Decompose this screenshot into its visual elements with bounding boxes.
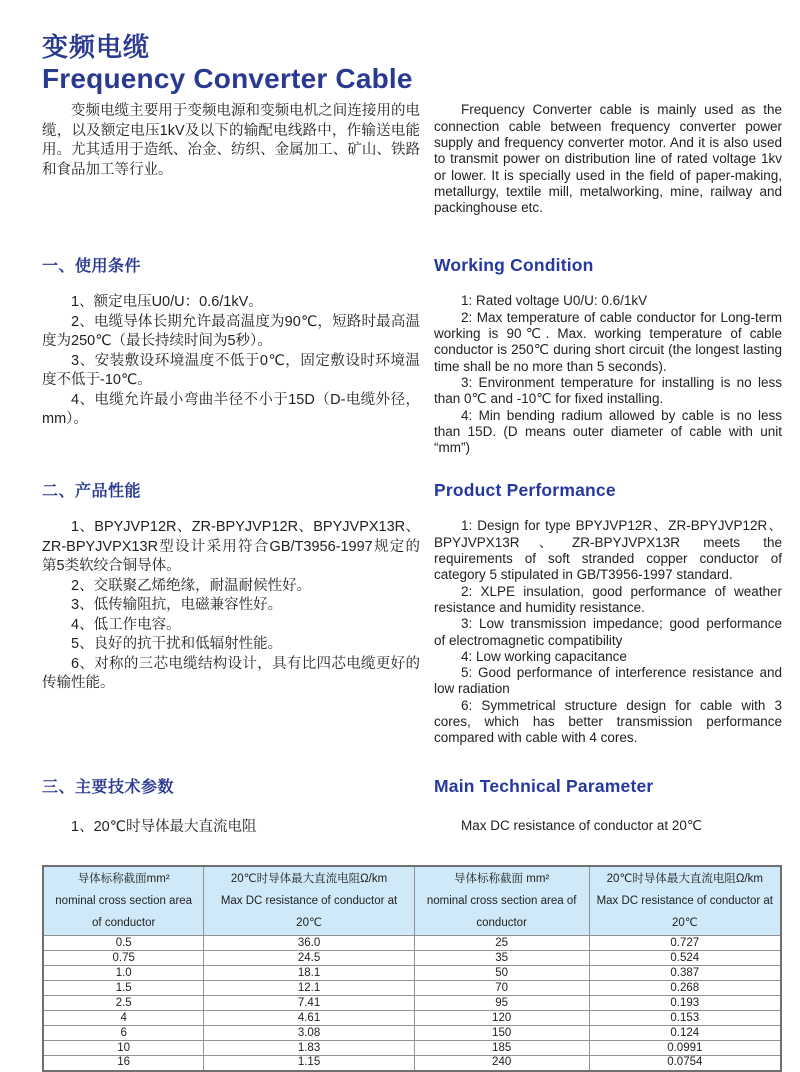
technical-sub-zh-wrap (42, 818, 420, 838)
table-cell: 12.1 (204, 981, 414, 996)
technical-parameter-subtitles (42, 818, 782, 838)
table-header-row (43, 866, 781, 936)
header-zh: 导体标称截面mm² (77, 873, 170, 886)
table-cell: 7.41 (204, 996, 414, 1011)
list-item-en: 1: Design for type BPYJVP12R、ZR-BPYJVP12R、BPYJVPX13R、ZR-BPYJVPX13R meets the requirements of soft stranded copper conductor of category 5 stipulated in GB/T3956-1997 standard. (434, 518, 782, 583)
section-heading-en: Product Performance (434, 480, 616, 501)
list-item-zh: 5、良好的抗干扰和低辐射性能。 (71, 636, 283, 653)
section-working-condition-body (42, 293, 782, 456)
intro-zh-column (42, 102, 420, 216)
intro-section (42, 102, 782, 216)
list-item-en: 1: Rated voltage U0/U: 0.6/1kV (461, 293, 648, 309)
list-item-en: 6: Symmetrical structure design for cable with 3 cores, which has better transmission performance compared with cable with 4 cores. (434, 697, 782, 746)
header-zh: 20℃时导体最大直流电阻Ω/km (606, 873, 763, 886)
table-cell: 95 (414, 996, 589, 1011)
table-cell: 1.15 (204, 1056, 414, 1071)
table-cell: 0.0991 (589, 1041, 781, 1056)
table-header-cell (414, 866, 589, 936)
table-cell: 1.5 (43, 981, 204, 996)
header-en: Max DC resistance of conductor at 20℃ (596, 895, 773, 930)
list-item-zh: 1、额定电压U0/U：0.6/1kV。 (71, 294, 263, 311)
table-cell: 0.0754 (589, 1056, 781, 1071)
technical-sub-en: Max DC resistance of conductor at 20℃ (461, 817, 703, 833)
title-block (42, 33, 782, 94)
section-product-performance-headings (42, 478, 782, 501)
table-cell: 16 (43, 1056, 204, 1071)
table-cell: 1.0 (43, 966, 204, 981)
header-zh: 导体标称截面 mm² (454, 873, 550, 886)
table-row (43, 981, 781, 996)
table-cell: 18.1 (204, 966, 414, 981)
list-item-zh: 3、安装敷设环境温度不低于0℃，固定敷设时环境温度不低于-10℃。 (42, 352, 420, 389)
table-header-cell (43, 866, 204, 936)
table-cell: 0.124 (589, 1026, 781, 1041)
working-condition-zh-list (42, 293, 420, 456)
table-row (43, 996, 781, 1011)
section-heading-en: Working Condition (434, 255, 594, 276)
section-heading-zh: 二、产品性能 (42, 483, 142, 501)
section-product-performance-body (42, 518, 782, 746)
list-item-zh: 2、电缆导体长期允许最高温度为90℃，短路时最高温度为250℃（最长持续时间为5秒）。 (42, 313, 420, 350)
table-cell: 2.5 (43, 996, 204, 1011)
table-cell: 150 (414, 1026, 589, 1041)
table-cell: 35 (414, 951, 589, 966)
table-cell: 70 (414, 981, 589, 996)
section-technical-parameter-headings (42, 774, 782, 797)
header-en: nominal cross section area of conductor (426, 895, 577, 930)
table-cell: 24.5 (204, 951, 414, 966)
intro-paragraph-en: Frequency Converter cable is mainly used as the connection cable between frequency converter power supply and frequency converter motor. And it is also used to transmit power on distribution line of rated voltage 1kv or lower. It is specially used in the field of paper-making, metallurgy, textile mill, metalworking, mine, railway and packinghouse etc. (434, 102, 782, 216)
list-item-zh: 1、BPYJVP12R、ZR-BPYJVP12R、BPYJVPX13R、ZR-BPYJVPX13R型设计采用符合GB/T3956-1997规定的第5类软绞合铜导体。 (42, 519, 420, 575)
list-item-zh: 3、低传输阻抗，电磁兼容性好。 (71, 597, 283, 614)
list-item-en: 2: Max temperature of cable conductor for Long-term working is 90℃. Max. working temperature of cable conductor is 250℃ during short circuit (the longest lasting time shall be no more than 5 seconds). (434, 309, 782, 374)
list-item-en: 3: Low transmission impedance; good performance of electromagnetic compatibility (434, 616, 782, 648)
list-item-zh: 2、交联聚乙烯绝缘，耐温耐候性好。 (71, 577, 312, 594)
header-en: Max DC resistance of conductor at 20℃ (220, 895, 398, 930)
section-heading-zh: 一、使用条件 (42, 258, 142, 276)
table-row (43, 1011, 781, 1026)
table-header-cell (204, 866, 414, 936)
table-cell: 50 (414, 966, 589, 981)
section-heading-zh: 三、主要技术参数 (42, 778, 175, 796)
table-cell: 0.268 (589, 981, 781, 996)
table-cell: 0.524 (589, 951, 781, 966)
list-item-zh: 4、低工作电容。 (71, 616, 181, 633)
table-cell: 6 (43, 1026, 204, 1041)
list-item-en: 2: XLPE insulation, good performance of weather resistance and humidity resistance. (434, 583, 782, 615)
intro-en-column (434, 102, 782, 216)
table-cell: 0.153 (589, 1011, 781, 1026)
list-item-en: 4: Min bending radium allowed by cable is no less than 15D. (D means outer diameter of cable with unit “mm”) (434, 407, 782, 456)
resistance-table-header (43, 866, 781, 936)
list-item-en: 5: Good performance of interference resistance and low radiation (434, 665, 782, 697)
table-cell: 0.193 (589, 996, 781, 1011)
table-cell: 185 (414, 1041, 589, 1056)
intro-paragraph-zh: 变频电缆主要用于变频电源和变频电机之间连接用的电缆，以及额定电压1kV及以下的输配电线路中，作输送电能用。尤其适用于造纸、冶金、纺织、金属加工、矿山、铁路和食品加工等行业。 (42, 103, 420, 178)
table-row (43, 936, 781, 951)
table-cell: 0.5 (43, 936, 204, 951)
product-performance-zh-list (42, 518, 420, 746)
working-condition-en-list (434, 293, 782, 456)
list-item-zh: 6、对称的三芯电缆结构设计，具有比四芯电缆更好的传输性能。 (42, 655, 420, 692)
table-row (43, 966, 781, 981)
page-title-zh: 变频电缆 (42, 32, 151, 62)
section-working-condition-headings (42, 253, 782, 276)
list-item-en: 3: Environment temperature for installing is no less than 0℃ and -10℃ for fixed installing. (434, 374, 782, 407)
table-cell: 3.08 (204, 1026, 414, 1041)
page-title-en: Frequency Converter Cable (42, 62, 413, 94)
table-cell: 4.61 (204, 1011, 414, 1026)
table-row (43, 951, 781, 966)
list-item-zh: 4、电缆允许最小弯曲半径不小于15D（D-电缆外径，mm）。 (42, 391, 420, 428)
product-performance-en-list (434, 518, 782, 746)
table-header-cell (589, 866, 781, 936)
table-cell: 36.0 (204, 936, 414, 951)
table-cell: 4 (43, 1011, 204, 1026)
table-cell: 25 (414, 936, 589, 951)
table-cell: 0.727 (589, 936, 781, 951)
table-cell: 1.83 (204, 1041, 414, 1056)
header-en: nominal cross section area of conductor (55, 895, 193, 930)
table-cell: 10 (43, 1041, 204, 1056)
list-item-en: 4: Low working capacitance (461, 648, 627, 664)
table-row (43, 1026, 781, 1041)
section-heading-en: Main Technical Parameter (434, 775, 654, 796)
table-row (43, 1041, 781, 1056)
header-zh: 20℃时导体最大直流电阻Ω/km (230, 873, 388, 886)
table-cell: 0.75 (43, 951, 204, 966)
technical-sub-zh: 1、20℃时导体最大直流电阻 (71, 818, 257, 835)
resistance-table-body (43, 936, 781, 1071)
resistance-table (42, 865, 782, 1072)
table-cell: 0.387 (589, 966, 781, 981)
table-cell: 120 (414, 1011, 589, 1026)
table-cell: 240 (414, 1056, 589, 1071)
table-row (43, 1056, 781, 1071)
technical-sub-en-wrap (434, 818, 782, 838)
